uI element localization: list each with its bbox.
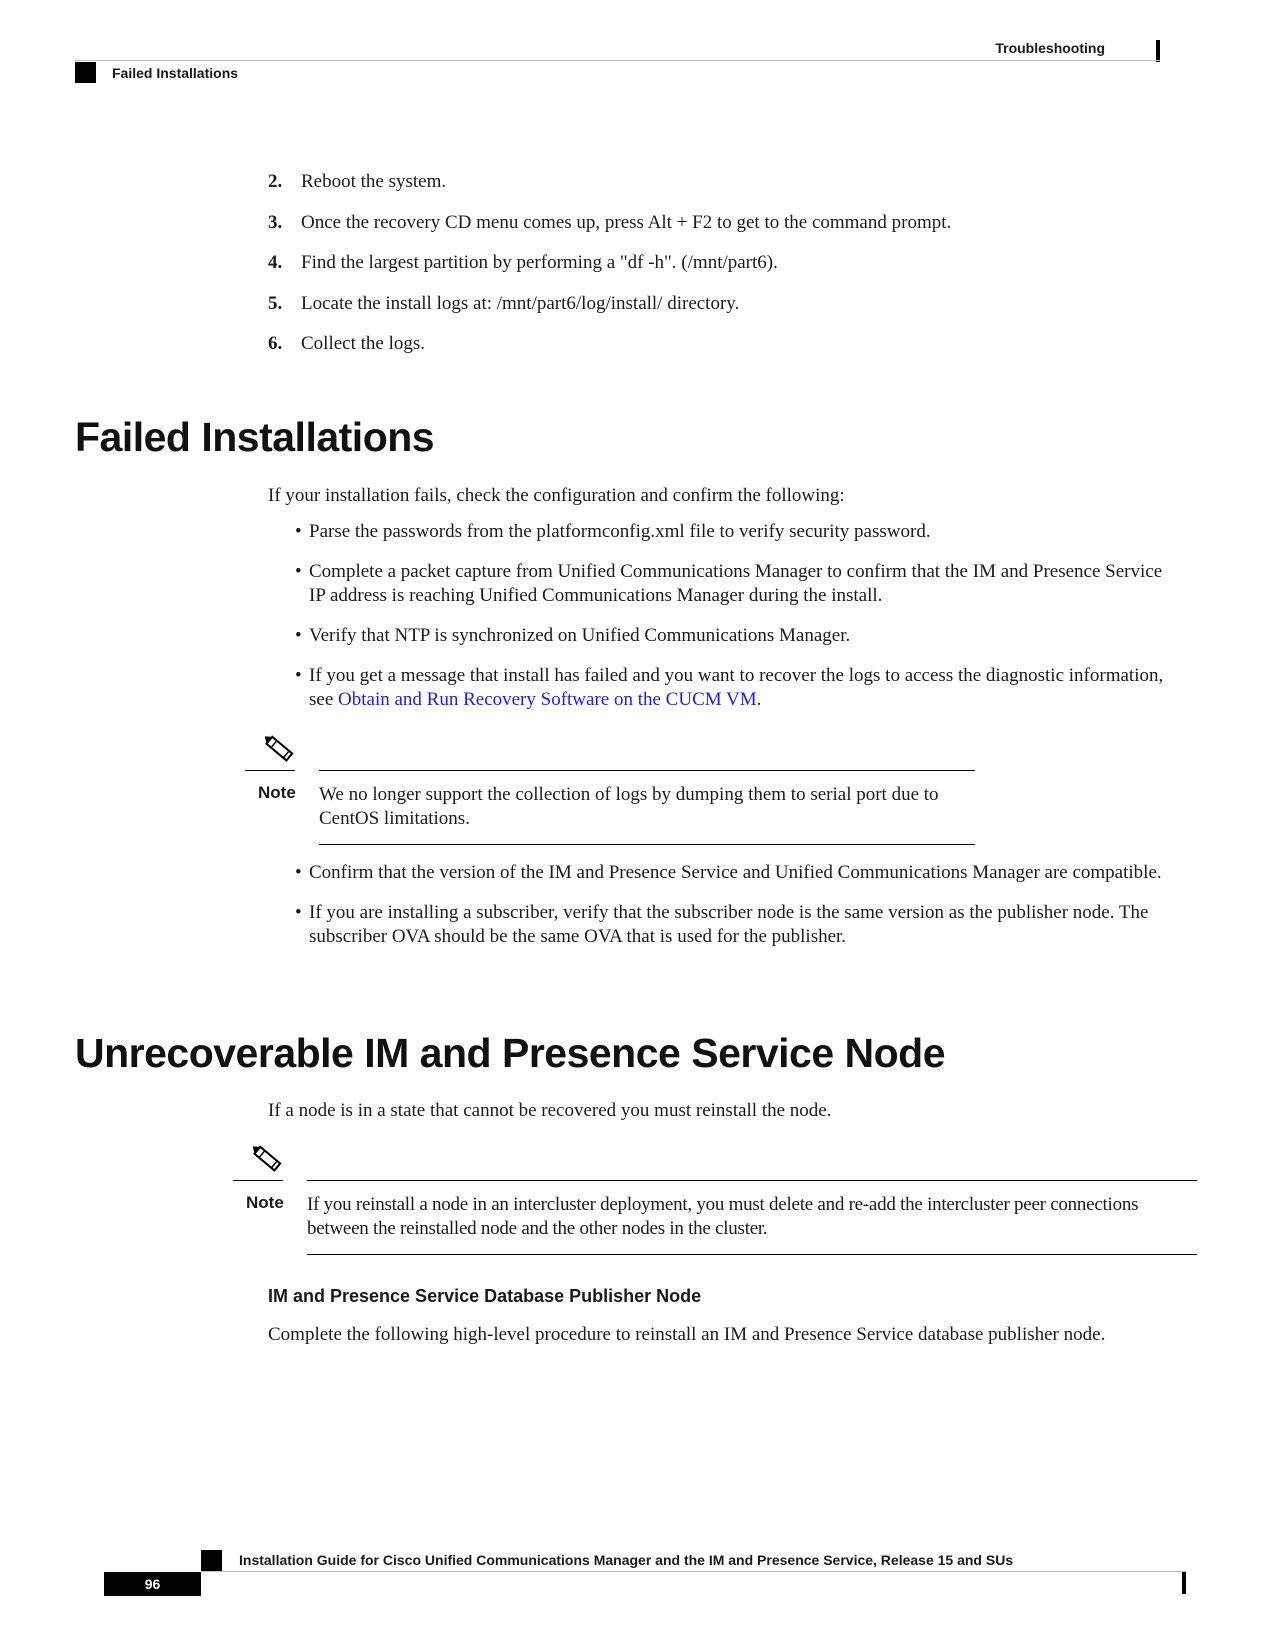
bullet-item: • If you are installing a subscriber, verify that the subscriber node is the same version as the publisher node. The subscriber OVA should be the same OVA that is used for the publisher. xyxy=(295,901,1175,949)
footer-square xyxy=(201,1550,222,1571)
step-text: Reboot the system. xyxy=(301,171,447,192)
section-title-unrecoverable: Unrecoverable IM and Presence Service Node xyxy=(75,1030,946,1076)
note-icon-rule xyxy=(245,770,295,771)
step-item xyxy=(268,332,1128,373)
step-number: 4. xyxy=(268,252,283,273)
failed-intro: If your installation fails, check the configuration and confirm the following: xyxy=(268,485,845,506)
subheading-publisher-node: IM and Presence Service Database Publisher Node xyxy=(268,1286,702,1306)
step-text: Once the recovery CD menu comes up, press Alt + F2 to get to the command prompt. xyxy=(301,211,952,233)
footer-bar-right xyxy=(1182,1572,1186,1594)
bullet-text: If you get a message that install has failed and you want to recover the logs to access the diagnostic information, see xyxy=(309,665,1164,710)
step-number: 2. xyxy=(268,171,283,192)
footer-rule xyxy=(201,1571,1186,1572)
bullet-item: • Confirm that the version of the IM and Presence Service and Unified Communications Manager are compatible. xyxy=(295,861,1175,885)
failed-bullets-b xyxy=(295,861,1175,965)
step-number: 6. xyxy=(268,333,283,354)
step-number: 3. xyxy=(268,211,283,233)
note-label: Note xyxy=(246,1193,284,1212)
bullet-item: • Parse the passwords from the platformconfig.xml file to verify security password. xyxy=(295,520,1175,544)
footer-title: Installation Guide for Cisco Unified Communications Manager and the IM and Presence Service, Release 15 and SUs xyxy=(239,1552,1014,1568)
step-item xyxy=(268,251,1128,292)
header-square xyxy=(75,62,96,83)
step-number: 5. xyxy=(268,292,283,314)
section-title-failed-installations: Failed Installations xyxy=(75,414,435,460)
note-bottom-rule xyxy=(307,1254,1197,1255)
note-text: If you reinstall a node in an intercluster deployment, you must delete and re-add the intercluster peer connections between the reinstalled node and the other nodes in the cluster. xyxy=(307,1194,1139,1239)
pencil-icon xyxy=(246,1140,288,1178)
bullet-item: • Verify that NTP is synchronized on Unified Communications Manager. xyxy=(295,624,1175,648)
step-item xyxy=(268,292,1128,333)
failed-bullets-a xyxy=(295,520,1175,728)
header-section: Failed Installations xyxy=(112,65,239,81)
note-top-rule xyxy=(307,1180,1197,1181)
header-rule xyxy=(75,60,1160,61)
steps-list xyxy=(268,170,1128,373)
note-bottom-rule xyxy=(319,844,975,845)
step-text: Collect the logs. xyxy=(301,333,426,354)
note-text: We no longer support the collection of logs by dumping them to serial port due to CentOS limitations. xyxy=(319,784,939,829)
publisher-node-text: Complete the following high-level procedure to reinstall an IM and Presence Service database publisher node. xyxy=(268,1324,1106,1345)
step-item xyxy=(268,170,1128,211)
header-chapter: Troubleshooting xyxy=(995,40,1105,56)
bullet-item-with-link xyxy=(295,664,1175,712)
step-text: Locate the install logs at: /mnt/part6/log/install/ directory. xyxy=(301,292,740,314)
step-item xyxy=(268,211,1128,252)
bullet-item: • Complete a packet capture from Unified Communications Manager to confirm that the IM and Presence Service IP address is reaching Unified Communications Manager during the install. xyxy=(295,560,1175,608)
header-bar-right xyxy=(1156,40,1160,62)
step-text: Find the largest partition by performing a "df -h". (/mnt/part6). xyxy=(301,252,778,273)
note-top-rule xyxy=(319,770,975,771)
note-label: Note xyxy=(258,783,296,802)
page-number: 96 xyxy=(104,1572,201,1596)
pencil-icon xyxy=(258,730,300,768)
unrecoverable-intro: If a node is in a state that cannot be recovered you must reinstall the node. xyxy=(268,1100,832,1121)
bullet-text-end: . xyxy=(756,689,762,710)
recovery-software-link[interactable]: Obtain and Run Recovery Software on the CUCM VM xyxy=(338,689,757,710)
note-icon-rule xyxy=(233,1180,283,1181)
